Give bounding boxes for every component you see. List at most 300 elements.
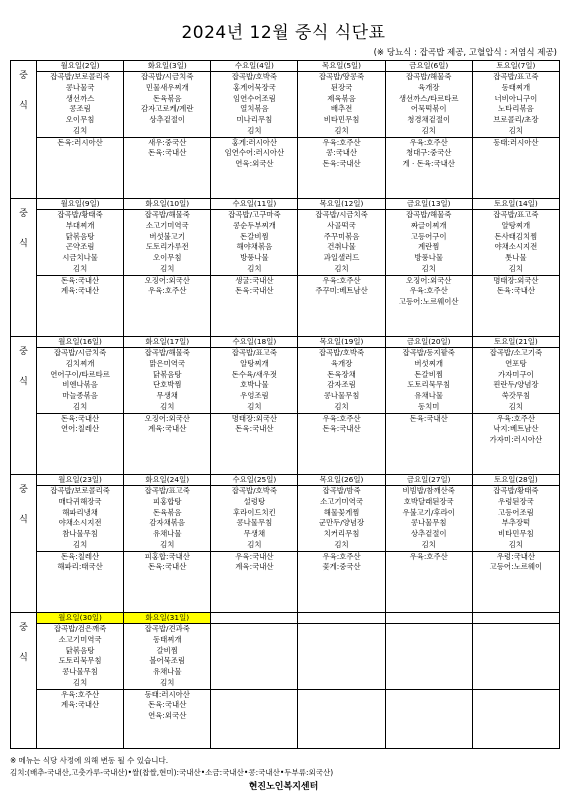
day-header: 금요일(13일) — [386, 199, 472, 210]
menu-item: 잡곡밥/해물죽 — [144, 210, 190, 219]
menu-item: 잡곡밥/밤죽 — [322, 486, 361, 495]
menu-item: 김치 — [160, 401, 175, 411]
menu-item: 김치 — [160, 539, 175, 549]
day-header: 수요일(11일) — [211, 199, 297, 210]
origin-list — [386, 275, 472, 307]
menu-item: 임연수어조림 — [232, 93, 276, 103]
menu-item: 어묵떡볶이 — [410, 104, 447, 114]
menu-item — [211, 624, 297, 635]
menu-item: 소고기미역국 — [320, 496, 363, 506]
origin-item: 청대구:중국산 — [406, 148, 452, 158]
day-cell — [298, 475, 385, 613]
footer-origin: 김치:(배추-국내산,고춧가루-국내산)•쌀(찹쌀,현미):국내산•소금:국내산•콩:국내산•두부류:외국산) — [10, 768, 334, 777]
menu-item: 상추겉절이 — [149, 115, 186, 125]
origin-item: 게 · 돈육:국내산 — [402, 158, 455, 168]
week-row — [11, 199, 560, 337]
origin-item: 우육:호주산 — [322, 551, 361, 561]
menu-item: 유채나물 — [414, 391, 443, 401]
origin-list — [386, 689, 472, 690]
menu-item: 유채나물 — [152, 529, 182, 539]
week-row — [11, 337, 560, 475]
menu-item: 잡곡밥/고구마죽 — [228, 210, 281, 219]
menu-item: 핀란두/양념장 — [493, 380, 539, 390]
menu-item: 잡곡밥/해물죽 — [406, 72, 452, 81]
page-title: 2024년 12월 중식 식단표 — [181, 23, 386, 43]
origin-item: 우육:호주산 — [322, 137, 361, 147]
origin-item: 생굴:국내산 — [235, 275, 274, 285]
menu-item: 비타민무침 — [323, 115, 360, 125]
menu-item: 육개장 — [417, 82, 440, 92]
menu-item — [386, 646, 472, 657]
menu-item: 콩나물무침 — [62, 667, 98, 677]
menu-item: 치커리무침 — [323, 529, 360, 539]
menu-item — [473, 656, 559, 667]
menu-item: 계란찜 — [417, 242, 440, 252]
menu-item: 야채소시지전 — [58, 518, 102, 528]
origin-item: 돈육:국내산 — [496, 286, 535, 296]
menu-item: 짜글이찌개 — [410, 220, 447, 230]
menu-item: 볼어묵조림 — [149, 656, 186, 666]
menu-item: 야채소시지전 — [494, 242, 538, 252]
origin-item: 계육:국내산 — [60, 700, 100, 710]
menu-item: 잡곡밥/표고죽 — [144, 486, 190, 495]
day-cell — [37, 613, 124, 749]
menu-item: 된장국 — [330, 82, 353, 92]
menu-item: 김치 — [72, 539, 88, 549]
day-header: 화요일(10일) — [124, 199, 210, 210]
day-cell — [472, 61, 559, 199]
origin-list — [386, 551, 472, 562]
menu-item — [298, 646, 384, 657]
origin-item: 명태장:외국산 — [231, 413, 278, 423]
organization-name: 현진노인복지센터 — [248, 782, 319, 792]
menu-item: 군만두/양념장 — [318, 518, 365, 528]
day-header: 월요일(23일) — [37, 475, 123, 486]
origin-item: 오징어:외국산 — [144, 275, 190, 285]
menu-item: 비엔나볶음 — [62, 380, 98, 390]
day-header — [298, 613, 384, 624]
day-header: 월요일(2일) — [37, 61, 123, 72]
menu-item: 김치 — [508, 401, 524, 411]
day-header: 화요일(31일) — [124, 613, 210, 624]
menu-item: 김치 — [334, 539, 349, 549]
menu-item: 잡곡밥/보로콜리죽 — [50, 72, 110, 81]
origin-item: 새우:중국산 — [148, 137, 187, 147]
menu-item: 도토리묵무침 — [407, 380, 451, 390]
menu-item — [124, 126, 210, 137]
day-cell — [124, 613, 211, 749]
week-row — [11, 475, 560, 613]
menu-item: 잡곡밥/땅콩죽 — [318, 72, 365, 81]
menu-item: 해물꽃게찜 — [323, 507, 360, 517]
day-header: 월요일(9일) — [37, 199, 123, 210]
week-row — [11, 61, 560, 199]
menu-item: 콩나물국 — [65, 82, 95, 92]
origin-item: 우렁:국내산 — [496, 551, 535, 561]
menu-item — [473, 635, 559, 646]
week-row — [11, 613, 560, 749]
menu-item: 우엉조림 — [240, 391, 269, 401]
menu-item — [211, 656, 297, 667]
day-header: 수요일(18일) — [211, 337, 297, 348]
diet-note: (※ 당뇨식 : 잡곡밥 제공, 고혈압식 : 저염식 제공) — [373, 48, 557, 58]
menu-item: 톳나물 — [505, 253, 527, 263]
meal-label-char: 중 — [19, 485, 28, 495]
origin-item: 우육:호주산 — [322, 275, 361, 285]
day-header: 목요일(12일) — [298, 199, 384, 210]
origin-item: 가자미:러시아산 — [489, 434, 543, 444]
origin-item: 돈육:칠레산 — [60, 551, 100, 561]
menu-item: 감자고로케/계란 — [141, 104, 194, 114]
menu-item: 잡곡밥/보로콜리죽 — [50, 486, 110, 495]
day-cell — [124, 337, 211, 475]
day-cell — [385, 475, 472, 613]
origin-item: 돈육:국내산 — [322, 158, 361, 168]
menu-item — [211, 646, 297, 657]
menu-item: 김치 — [334, 263, 349, 273]
menu-item: 배추전 — [330, 104, 353, 114]
menu-item: 맑은미역국 — [149, 358, 186, 368]
meal-label-char: 식 — [19, 653, 28, 663]
meal-label-char: 식 — [19, 239, 28, 249]
origin-item: 우육:호주산 — [60, 689, 100, 699]
day-cell — [385, 199, 472, 337]
menu-item: 김치 — [72, 263, 88, 273]
origin-list — [124, 275, 210, 297]
origin-list — [473, 551, 559, 573]
menu-item: 잡곡밥/검은깨죽 — [53, 624, 107, 633]
menu-item: 돈육볶음 — [152, 93, 182, 103]
menu-item: 감자채볶음 — [149, 518, 186, 528]
origin-item: 계육:국내산 — [235, 562, 274, 572]
origin-list — [473, 689, 559, 690]
origin-list — [298, 275, 384, 297]
menu-item: 육개장 — [330, 358, 353, 368]
day-cell — [37, 475, 124, 613]
menu-item: 부대찌개 — [65, 220, 95, 230]
menu-item: 소고기미역국 — [145, 220, 189, 230]
menu-item: 김치 — [160, 677, 175, 687]
day-cell — [37, 199, 124, 337]
origin-item: 돈육:국내산 — [60, 413, 100, 423]
origin-list — [211, 413, 297, 435]
menu-item: 고등어조림 — [498, 507, 534, 517]
menu-item: 김치 — [421, 263, 436, 273]
day-header: 수요일(4일) — [211, 61, 297, 72]
origin-item: 낙지:베트남산 — [493, 424, 539, 434]
origin-item: 돈육:국내산 — [148, 562, 187, 572]
origin-list — [386, 137, 472, 169]
meal-label — [11, 337, 37, 475]
menu-item: 연어구이/타르타르 — [50, 369, 110, 379]
origin-item: 연육:외국산 — [235, 158, 274, 168]
menu-table — [10, 60, 560, 749]
origin-list — [37, 275, 123, 297]
menu-item: 김치 — [508, 263, 524, 273]
menu-item — [386, 624, 472, 635]
menu-item: 도토리묵무침 — [58, 656, 102, 666]
origin-list — [37, 551, 123, 573]
menu-item: 참나물무침 — [62, 529, 98, 539]
menu-item: 잡곡밥/해물죽 — [406, 210, 452, 219]
menu-item: 생선까스 — [65, 93, 95, 103]
origin-item: 우육:호주산 — [148, 286, 187, 296]
origin-list — [211, 137, 297, 169]
menu-item: 방풍나물 — [414, 253, 443, 263]
menu-item — [473, 624, 559, 635]
menu-item: 동태찌개 — [501, 82, 531, 92]
menu-item: 갈비찜 — [156, 645, 178, 655]
menu-item: 오이무침 — [152, 253, 182, 263]
menu-item: 김치 — [334, 125, 349, 135]
menu-item: 연포탕 — [505, 358, 527, 368]
origin-item: 꽃게:중국산 — [322, 562, 361, 572]
day-header: 월요일(30일) — [37, 613, 123, 624]
meal-label — [11, 61, 37, 199]
menu-item: 해파리냉채 — [62, 507, 98, 517]
menu-item: 닭볶음탕 — [65, 645, 95, 655]
day-cell — [472, 199, 559, 337]
origin-item: 주꾸미:베트남산 — [315, 286, 368, 296]
origin-item: 우육:국내산 — [235, 551, 274, 561]
menu-item: 김치찌개 — [65, 358, 95, 368]
menu-item: 주꾸미볶음 — [323, 231, 360, 241]
menu-item — [473, 667, 559, 678]
origin-list — [211, 275, 297, 297]
menu-item: 잡곡밥/표고죽 — [231, 348, 278, 357]
menu-item — [298, 624, 384, 635]
day-header: 수요일(25일) — [211, 475, 297, 486]
meal-label — [11, 199, 37, 337]
menu-item — [211, 635, 297, 646]
origin-item: 돈육:국내산 — [60, 275, 100, 285]
meal-label-char: 식 — [19, 101, 28, 111]
menu-item: 김치 — [72, 401, 88, 411]
origin-item: 돈육:러시아산 — [57, 137, 103, 147]
menu-item — [386, 678, 472, 689]
menu-item: 홍게어묵장국 — [232, 82, 276, 92]
day-cell — [298, 61, 385, 199]
menu-item: 돈사태김치찜 — [494, 231, 538, 241]
menu-item: 시금치나물 — [62, 253, 98, 263]
menu-item — [298, 656, 384, 667]
menu-item: 상추겉절이 — [410, 529, 447, 539]
origin-item: 돈육:국내산 — [235, 286, 274, 296]
day-header: 토요일(14일) — [473, 199, 559, 210]
origin-item: 피홍합:국내산 — [144, 551, 190, 561]
day-header: 화요일(24일) — [124, 475, 210, 486]
menu-item: 잡곡밥/호박죽 — [231, 72, 278, 81]
menu-item: 피홍합탕 — [152, 496, 182, 506]
day-cell — [211, 475, 298, 613]
origin-list — [473, 413, 559, 445]
day-header: 목요일(19일) — [298, 337, 384, 348]
menu-item: 잡곡밥/표고죽 — [493, 72, 539, 81]
menu-item: 김치 — [508, 539, 524, 549]
day-cell — [124, 61, 211, 199]
day-cell — [385, 337, 472, 475]
day-header: 토요일(21일) — [473, 337, 559, 348]
menu-item: 잡곡밥/해물죽 — [144, 348, 190, 357]
menu-item: 설렁탕 — [243, 496, 266, 506]
menu-item: 잡곡밥/시금치죽 — [53, 348, 107, 357]
menu-item: 감자조림 — [327, 380, 356, 390]
day-cell — [472, 475, 559, 613]
menu-item: 곤약조림 — [65, 242, 95, 252]
menu-item — [386, 635, 472, 646]
menu-item: 건취나물 — [327, 242, 356, 252]
menu-item: 사골떡국 — [327, 220, 356, 230]
menu-item — [211, 667, 297, 678]
menu-item: 잡곡밥/동지팥죽 — [402, 348, 455, 357]
day-cell — [298, 337, 385, 475]
menu-item: 동치미 — [417, 401, 440, 411]
menu-item: 돈갈비찜 — [240, 231, 269, 241]
menu-item: 해야채볶음 — [236, 242, 273, 252]
menu-item: 생선까스/타르타르 — [398, 93, 459, 103]
menu-item: 제육볶음 — [327, 93, 356, 103]
menu-item — [298, 667, 384, 678]
day-header: 금요일(27일) — [386, 475, 472, 486]
origin-item: 콩:국내산 — [326, 148, 358, 158]
origin-item: 오징어:외국산 — [144, 413, 190, 423]
menu-item — [473, 646, 559, 657]
footer-notice: ※ 메뉴는 식당 사정에 의해 변동 될 수 있습니다. — [10, 756, 169, 765]
day-header: 금요일(6일) — [386, 61, 472, 72]
day-header: 화요일(17일) — [124, 337, 210, 348]
day-header — [473, 613, 559, 624]
day-cell — [211, 199, 298, 337]
meal-label-char: 식 — [19, 377, 28, 387]
menu-item: 콩나물무침 — [323, 391, 360, 401]
menu-item: 김치 — [72, 677, 88, 687]
origin-item: 우육:호주산 — [409, 551, 448, 561]
menu-item: 무생채 — [243, 529, 266, 539]
meal-label-char: 중 — [19, 209, 28, 219]
origin-item: 연어:칠레산 — [60, 424, 100, 434]
menu-item — [386, 667, 472, 678]
menu-item: 미나리무침 — [236, 115, 273, 125]
day-header: 금요일(20일) — [386, 337, 472, 348]
origin-list — [37, 137, 123, 148]
menu-item — [298, 678, 384, 689]
origin-item: 오징어:외국산 — [406, 275, 452, 285]
origin-list — [211, 551, 297, 573]
origin-list — [473, 275, 559, 297]
menu-item: 닭볶음탕 — [65, 231, 95, 241]
menu-item: 노타리볶음 — [498, 104, 534, 114]
origin-list — [473, 137, 559, 148]
menu-item: 콩나물무침 — [236, 518, 273, 528]
origin-item: 돈육:국내산 — [235, 424, 274, 434]
menu-item: 잡곡밥/황태죽 — [493, 486, 539, 495]
origin-list — [211, 689, 297, 690]
origin-item: 우육:호주산 — [496, 413, 535, 423]
menu-item: 잡곡밥/호박죽 — [231, 486, 278, 495]
origin-item: 계육:국내산 — [148, 424, 187, 434]
menu-item: 브로콜리/초장 — [493, 115, 539, 125]
day-cell — [124, 199, 211, 337]
origin-list — [298, 137, 384, 169]
meal-label-char: 중 — [19, 623, 28, 633]
day-cell — [211, 613, 298, 749]
menu-item: 호박나물 — [240, 380, 269, 390]
menu-item: 돈육볶음 — [152, 507, 182, 517]
menu-item: 마늘종볶음 — [62, 391, 98, 401]
menu-item: 동태찌개 — [152, 634, 182, 644]
menu-item: 우불고기/후라이 — [402, 507, 455, 517]
menu-item: 돈육장채 — [327, 369, 356, 379]
menu-item: 비타민무침 — [498, 529, 534, 539]
menu-item — [386, 656, 472, 667]
day-cell — [37, 337, 124, 475]
origin-list — [386, 413, 472, 424]
origin-list — [298, 413, 384, 435]
origin-list — [37, 413, 123, 435]
menu-item: 잡곡밥/견과죽 — [144, 624, 190, 633]
menu-item: 콩조림 — [69, 104, 91, 114]
day-header: 토요일(28일) — [473, 475, 559, 486]
menu-item: 잡곡밥/시금치죽 — [315, 210, 368, 219]
origin-item: 해파리:태국산 — [57, 562, 103, 572]
meal-label — [11, 613, 37, 749]
menu-item: 김치 — [247, 539, 262, 549]
day-cell — [211, 61, 298, 199]
menu-item: 버섯찌개 — [414, 358, 443, 368]
origin-item: 우육:호주산 — [409, 137, 448, 147]
origin-list — [124, 413, 210, 435]
day-cell — [385, 613, 472, 749]
menu-item — [473, 678, 559, 689]
origin-item: 동태:러시아산 — [493, 137, 539, 147]
day-header: 월요일(16일) — [37, 337, 123, 348]
day-header — [386, 613, 472, 624]
meal-label-char: 중 — [19, 71, 28, 81]
day-cell — [124, 475, 211, 613]
menu-item: 김치 — [247, 263, 262, 273]
origin-item: 고등어:노르웨이 — [489, 562, 543, 572]
menu-item: 후라이드치킨 — [232, 507, 276, 517]
day-header: 화요일(3일) — [124, 61, 210, 72]
day-cell — [298, 613, 385, 749]
menu-item: 비빔밥/참깨산죽 — [402, 486, 455, 495]
day-cell — [472, 337, 559, 475]
meal-label-char: 중 — [19, 347, 28, 357]
menu-item: 김치 — [247, 125, 262, 135]
origin-list — [124, 689, 210, 721]
day-header: 목요일(26일) — [298, 475, 384, 486]
menu-item: 민물새우찌개 — [145, 82, 189, 92]
menu-item: 우렁된장국 — [498, 496, 534, 506]
menu-item: 콩순두부찌개 — [232, 220, 276, 230]
menu-item: 잡곡밥/황태죽 — [57, 210, 103, 219]
menu-item: 알탕찌개 — [240, 358, 269, 368]
origin-item: 돈육:국내산 — [148, 700, 187, 710]
menu-item — [298, 635, 384, 646]
day-cell — [298, 199, 385, 337]
day-cell — [37, 61, 124, 199]
menu-item: 김치 — [421, 125, 436, 135]
menu-item: 단호박찜 — [152, 380, 182, 390]
origin-item: 고등어:노르웨이산 — [398, 296, 459, 306]
menu-item: 부추장떡 — [501, 518, 531, 528]
origin-item: 명태장:외국산 — [493, 275, 539, 285]
origin-item: 돈육:국내산 — [322, 424, 361, 434]
day-cell — [211, 337, 298, 475]
menu-item: 김치 — [334, 401, 349, 411]
menu-item: 잡곡밥/호박죽 — [318, 348, 365, 357]
menu-item: 도토리가루전 — [145, 242, 189, 252]
